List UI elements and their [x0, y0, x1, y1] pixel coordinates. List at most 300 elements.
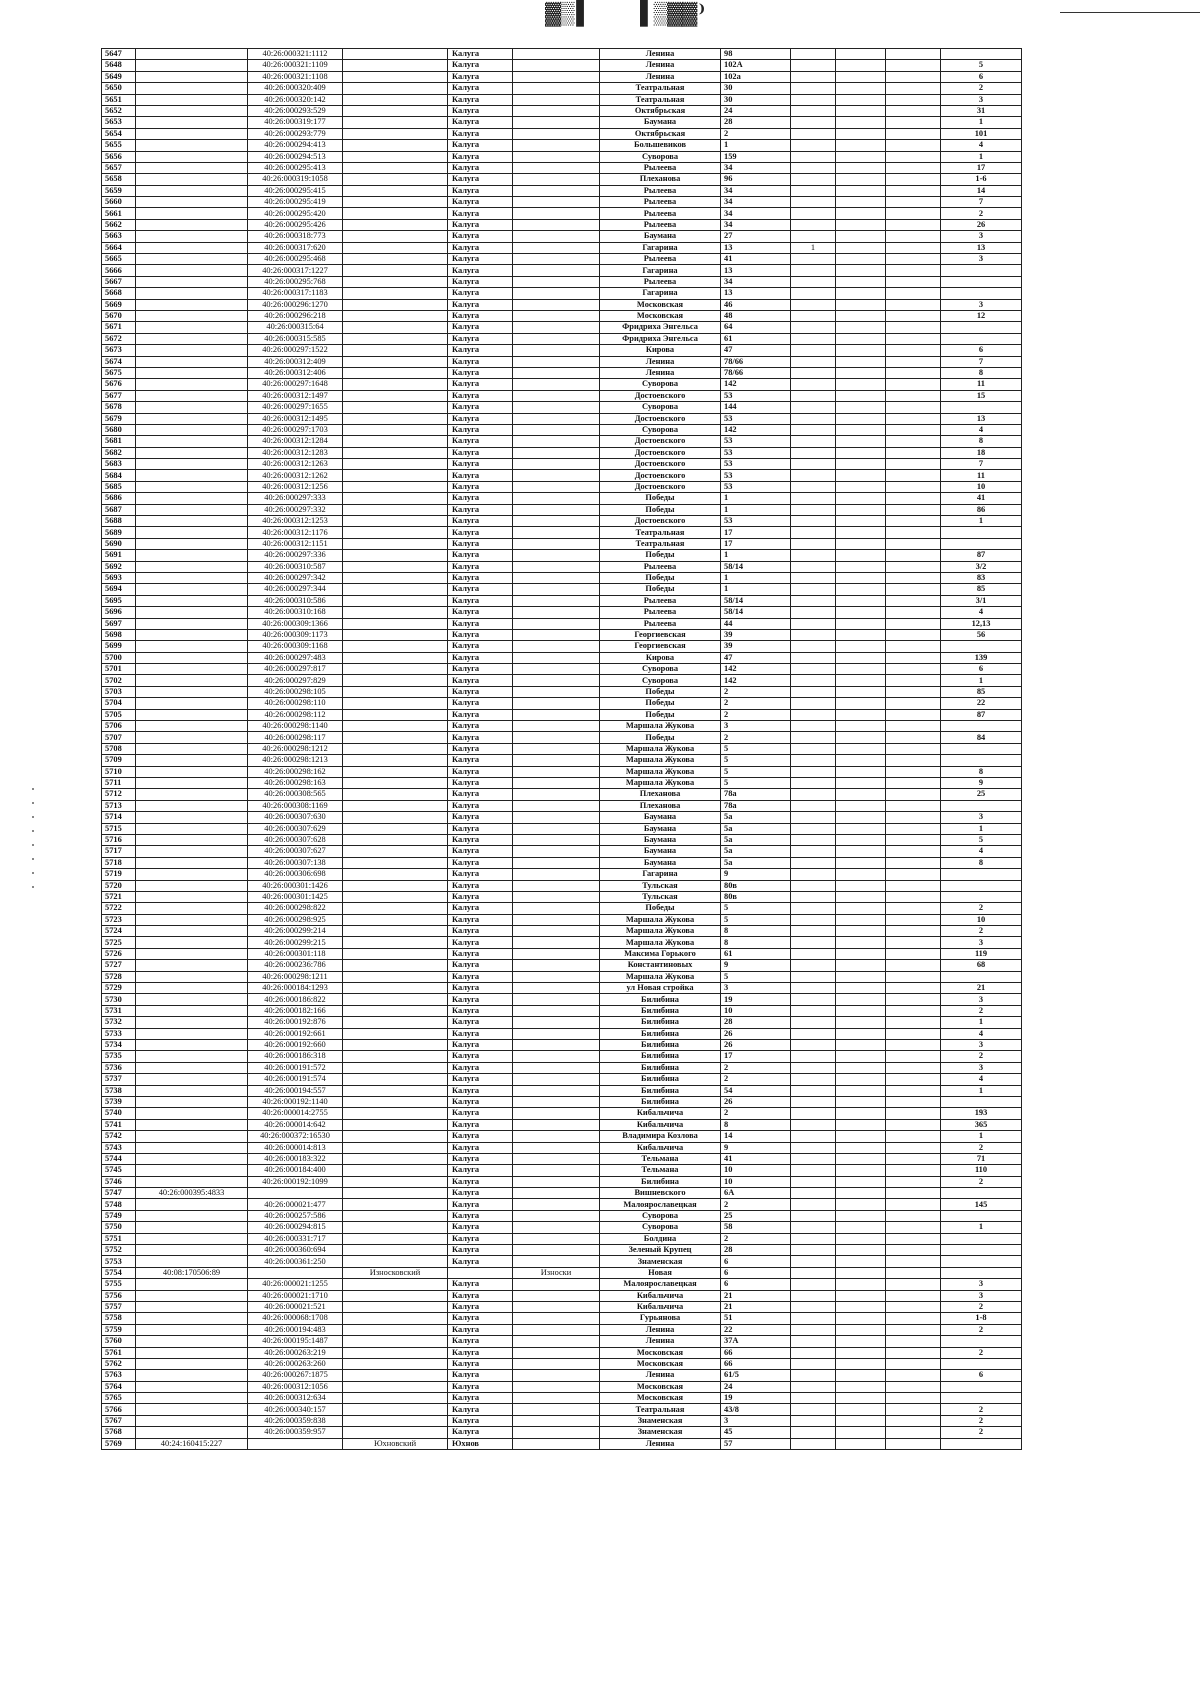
- cell-house-number: 1: [721, 504, 791, 515]
- cell-street: Достоевского: [600, 516, 721, 527]
- cell-letter: [886, 1199, 941, 1210]
- cell-house-number: 58/14: [721, 595, 791, 606]
- cell-row-number: 5680: [102, 424, 136, 435]
- cell-letter: [886, 1233, 941, 1244]
- cell-district: [343, 1074, 448, 1085]
- cell-cadastral-number-land: [136, 254, 248, 265]
- cell-letter: [886, 276, 941, 287]
- cell-settlement: [513, 1108, 600, 1119]
- cell-apartment: 139: [941, 652, 1022, 663]
- cell-cadastral-number-land: [136, 242, 248, 253]
- cell-settlement: [513, 1370, 600, 1381]
- cell-building: [791, 1393, 836, 1404]
- cell-city: Калуга: [448, 151, 513, 162]
- cell-city: Калуга: [448, 675, 513, 686]
- cell-settlement: [513, 891, 600, 902]
- cell-cadastral-number-land: [136, 538, 248, 549]
- cell-cadastral-number: 40:26:000320:142: [248, 94, 343, 105]
- cell-house-number: 5: [721, 766, 791, 777]
- cell-building: [791, 1438, 836, 1449]
- cell-apartment: 1: [941, 675, 1022, 686]
- cell-apartment: 8: [941, 436, 1022, 447]
- cell-letter: [886, 1381, 941, 1392]
- cell-district: [343, 208, 448, 219]
- cell-city: Калуга: [448, 105, 513, 116]
- cell-letter: [886, 891, 941, 902]
- cell-house-number: 26: [721, 1096, 791, 1107]
- cell-row-number: 5721: [102, 891, 136, 902]
- cell-cadastral-number-land: [136, 641, 248, 652]
- cell-cadastral-number-land: [136, 1290, 248, 1301]
- cell-house-number: 78а: [721, 789, 791, 800]
- cell-district: [343, 504, 448, 515]
- cell-row-number: 5696: [102, 607, 136, 618]
- table-row: [102, 1131, 1022, 1142]
- cell-row-number: 5743: [102, 1142, 136, 1153]
- cell-cadastral-number: 40:26:000186:822: [248, 994, 343, 1005]
- cell-corpus: [836, 1336, 886, 1347]
- cell-street: Суворова: [600, 402, 721, 413]
- cell-house-number: 19: [721, 994, 791, 1005]
- cell-house-number: 46: [721, 299, 791, 310]
- cell-street: Маршала Жукова: [600, 778, 721, 789]
- cell-corpus: [836, 504, 886, 515]
- cell-district: [343, 971, 448, 982]
- cell-cadastral-number-land: [136, 1324, 248, 1335]
- table-row: [102, 834, 1022, 845]
- cell-corpus: [836, 1142, 886, 1153]
- cell-cadastral-number: 40:26:000014:642: [248, 1119, 343, 1130]
- cell-house-number: 5а: [721, 812, 791, 823]
- cell-district: [343, 1427, 448, 1438]
- cell-district: [343, 1039, 448, 1050]
- cell-cadastral-number: 40:26:000307:630: [248, 812, 343, 823]
- table-row: [102, 345, 1022, 356]
- cell-cadastral-number-land: [136, 664, 248, 675]
- cell-cadastral-number: 40:26:000297:1648: [248, 379, 343, 390]
- cell-cadastral-number: 40:26:000068:1708: [248, 1313, 343, 1324]
- cell-apartment: [941, 1393, 1022, 1404]
- cell-settlement: [513, 538, 600, 549]
- cell-district: [343, 367, 448, 378]
- cell-apartment: [941, 1358, 1022, 1369]
- cell-settlement: [513, 607, 600, 618]
- cell-district: [343, 322, 448, 333]
- cell-letter: [886, 481, 941, 492]
- cell-street: Рылеева: [600, 185, 721, 196]
- cell-district: [343, 721, 448, 732]
- cell-building: [791, 1404, 836, 1415]
- cell-cadastral-number-land: [136, 402, 248, 413]
- table-row: [102, 1153, 1022, 1164]
- cell-apartment: 11: [941, 379, 1022, 390]
- cell-house-number: 19: [721, 1393, 791, 1404]
- cell-cadastral-number: 40:26:000192:1140: [248, 1096, 343, 1107]
- cell-street: Билибина: [600, 1051, 721, 1062]
- cell-settlement: [513, 1256, 600, 1267]
- cell-house-number: 2: [721, 1108, 791, 1119]
- cell-building: 1: [791, 242, 836, 253]
- cell-corpus: [836, 1267, 886, 1278]
- cell-house-number: 14: [721, 1131, 791, 1142]
- cell-building: [791, 1381, 836, 1392]
- cell-district: [343, 914, 448, 925]
- cell-corpus: [836, 322, 886, 333]
- cell-cadastral-number: 40:26:000297:344: [248, 584, 343, 595]
- cell-settlement: [513, 1119, 600, 1130]
- cell-apartment: 101: [941, 128, 1022, 139]
- cell-settlement: [513, 948, 600, 959]
- cell-city: Калуга: [448, 481, 513, 492]
- cell-row-number: 5708: [102, 743, 136, 754]
- cell-cadastral-number: 40:26:000315:64: [248, 322, 343, 333]
- table-row: [102, 1062, 1022, 1073]
- cell-corpus: [836, 550, 886, 561]
- cell-apartment: 4: [941, 140, 1022, 151]
- table-row: [102, 1415, 1022, 1426]
- cell-letter: [886, 550, 941, 561]
- cell-street: Достоевского: [600, 481, 721, 492]
- cell-cadastral-number-land: [136, 983, 248, 994]
- table-row: [102, 983, 1022, 994]
- cell-city: Калуга: [448, 470, 513, 481]
- cell-corpus: [836, 345, 886, 356]
- cell-cadastral-number: 40:26:000361:250: [248, 1256, 343, 1267]
- cell-building: [791, 1245, 836, 1256]
- cell-street: Победы: [600, 732, 721, 743]
- table-row: [102, 140, 1022, 151]
- cell-letter: [886, 800, 941, 811]
- cell-apartment: [941, 1096, 1022, 1107]
- cell-building: [791, 664, 836, 675]
- cell-house-number: 27: [721, 231, 791, 242]
- table-row: [102, 766, 1022, 777]
- cell-row-number: 5735: [102, 1051, 136, 1062]
- cell-building: [791, 1233, 836, 1244]
- cell-apartment: 6: [941, 664, 1022, 675]
- cell-cadastral-number-land: [136, 903, 248, 914]
- cell-building: [791, 812, 836, 823]
- cell-row-number: 5669: [102, 299, 136, 310]
- cell-row-number: 5701: [102, 664, 136, 675]
- cell-city: Калуга: [448, 641, 513, 652]
- cell-apartment: 4: [941, 607, 1022, 618]
- register-table: [101, 48, 1022, 1450]
- cell-district: [343, 1028, 448, 1039]
- cell-cadastral-number: 40:26:000184:1293: [248, 983, 343, 994]
- cell-house-number: 45: [721, 1427, 791, 1438]
- cell-city: Калуга: [448, 140, 513, 151]
- cell-apartment: 2: [941, 926, 1022, 937]
- cell-district: [343, 299, 448, 310]
- cell-cadastral-number: 40:26:000194:483: [248, 1324, 343, 1335]
- cell-corpus: [836, 424, 886, 435]
- cell-house-number: 53: [721, 436, 791, 447]
- cell-city: Калуга: [448, 60, 513, 71]
- cell-street: Ленина: [600, 60, 721, 71]
- cell-row-number: 5725: [102, 937, 136, 948]
- cell-row-number: 5722: [102, 903, 136, 914]
- table-row: [102, 1245, 1022, 1256]
- table-row: [102, 413, 1022, 424]
- cell-district: [343, 527, 448, 538]
- cell-apartment: 83: [941, 572, 1022, 583]
- table-row: [102, 117, 1022, 128]
- table-row: [102, 572, 1022, 583]
- cell-settlement: [513, 812, 600, 823]
- cell-settlement: [513, 743, 600, 754]
- cell-house-number: 2: [721, 698, 791, 709]
- cell-city: Калуга: [448, 1142, 513, 1153]
- cell-corpus: [836, 1290, 886, 1301]
- cell-cadastral-number: 40:26:000312:1262: [248, 470, 343, 481]
- cell-cadastral-number: 40:26:000310:168: [248, 607, 343, 618]
- cell-letter: [886, 686, 941, 697]
- cell-district: [343, 1119, 448, 1130]
- cell-row-number: 5659: [102, 185, 136, 196]
- cell-letter: [886, 1096, 941, 1107]
- cell-building: [791, 755, 836, 766]
- cell-house-number: 5: [721, 903, 791, 914]
- cell-corpus: [836, 276, 886, 287]
- table-row: [102, 1324, 1022, 1335]
- cell-cadastral-number: 40:26:000191:572: [248, 1062, 343, 1073]
- cell-settlement: [513, 1415, 600, 1426]
- cell-house-number: 1: [721, 572, 791, 583]
- cell-city: Калуга: [448, 83, 513, 94]
- table-row: [102, 424, 1022, 435]
- cell-district: [343, 834, 448, 845]
- cell-city: Калуга: [448, 1381, 513, 1392]
- cell-cadastral-number-land: [136, 1005, 248, 1016]
- cell-settlement: [513, 1005, 600, 1016]
- cell-building: [791, 197, 836, 208]
- cell-cadastral-number: 40:26:000263:219: [248, 1347, 343, 1358]
- cell-apartment: 3/1: [941, 595, 1022, 606]
- cell-building: [791, 914, 836, 925]
- cell-cadastral-number-land: [136, 424, 248, 435]
- cell-letter: [886, 1301, 941, 1312]
- cell-letter: [886, 629, 941, 640]
- cell-street: Рылеева: [600, 561, 721, 572]
- cell-district: [343, 891, 448, 902]
- cell-cadastral-number-land: [136, 265, 248, 276]
- cell-city: Калуга: [448, 846, 513, 857]
- cell-cadastral-number-land: [136, 971, 248, 982]
- cell-street: Суворова: [600, 424, 721, 435]
- cell-letter: [886, 1085, 941, 1096]
- table-row: [102, 914, 1022, 925]
- cell-house-number: 53: [721, 390, 791, 401]
- cell-cadastral-number: 40:26:000301:1426: [248, 880, 343, 891]
- cell-cadastral-number-land: [136, 1085, 248, 1096]
- cell-building: [791, 276, 836, 287]
- cell-cadastral-number: 40:26:000319:1058: [248, 174, 343, 185]
- table-row: [102, 367, 1022, 378]
- cell-cadastral-number-land: [136, 1256, 248, 1267]
- cell-house-number: 34: [721, 197, 791, 208]
- cell-city: Калуга: [448, 948, 513, 959]
- cell-building: [791, 823, 836, 834]
- table-row: [102, 618, 1022, 629]
- cell-cadastral-number: 40:26:000312:1495: [248, 413, 343, 424]
- cell-corpus: [836, 641, 886, 652]
- table-row: [102, 379, 1022, 390]
- table-row: [102, 1279, 1022, 1290]
- cell-building: [791, 390, 836, 401]
- cell-cadastral-number: 40:26:000236:786: [248, 960, 343, 971]
- cell-row-number: 5714: [102, 812, 136, 823]
- cell-cadastral-number: 40:26:000372:16530: [248, 1131, 343, 1142]
- cell-apartment: 11: [941, 470, 1022, 481]
- cell-letter: [886, 504, 941, 515]
- cell-street: Плеханова: [600, 789, 721, 800]
- table-row: [102, 1051, 1022, 1062]
- cell-district: [343, 1085, 448, 1096]
- cell-letter: [886, 162, 941, 173]
- cell-cadastral-number-land: [136, 561, 248, 572]
- cell-building: [791, 789, 836, 800]
- cell-cadastral-number: 40:26:000295:415: [248, 185, 343, 196]
- cell-settlement: [513, 242, 600, 253]
- cell-street: Суворова: [600, 151, 721, 162]
- table-row: [102, 1222, 1022, 1233]
- table-row: [102, 1108, 1022, 1119]
- cell-settlement: [513, 550, 600, 561]
- cell-apartment: 1-6: [941, 174, 1022, 185]
- cell-settlement: [513, 652, 600, 663]
- cell-house-number: 3: [721, 721, 791, 732]
- cell-building: [791, 618, 836, 629]
- cell-row-number: 5751: [102, 1233, 136, 1244]
- cell-settlement: [513, 356, 600, 367]
- table-row: [102, 390, 1022, 401]
- cell-district: [343, 242, 448, 253]
- cell-corpus: [836, 265, 886, 276]
- cell-street: Ленина: [600, 71, 721, 82]
- cell-letter: [886, 1039, 941, 1050]
- cell-cadastral-number-land: [136, 1370, 248, 1381]
- cell-cadastral-number-land: [136, 1381, 248, 1392]
- cell-corpus: [836, 288, 886, 299]
- cell-cadastral-number: 40:26:000310:587: [248, 561, 343, 572]
- cell-street: Маршала Жукова: [600, 743, 721, 754]
- cell-cadastral-number: 40:26:000318:773: [248, 231, 343, 242]
- cell-row-number: 5675: [102, 367, 136, 378]
- cell-letter: [886, 857, 941, 868]
- cell-district: [343, 926, 448, 937]
- cell-row-number: 5690: [102, 538, 136, 549]
- cell-street: Рылеева: [600, 618, 721, 629]
- cell-row-number: 5694: [102, 584, 136, 595]
- cell-cadastral-number: 40:26:000298:163: [248, 778, 343, 789]
- cell-house-number: 21: [721, 1290, 791, 1301]
- cell-district: [343, 1131, 448, 1142]
- cell-street: Маршала Жукова: [600, 766, 721, 777]
- cell-building: [791, 447, 836, 458]
- cell-house-number: 78/66: [721, 367, 791, 378]
- table-row: [102, 1017, 1022, 1028]
- cell-row-number: 5682: [102, 447, 136, 458]
- cell-district: [343, 1393, 448, 1404]
- cell-apartment: 26: [941, 219, 1022, 230]
- cell-apartment: 1: [941, 151, 1022, 162]
- table-row: [102, 561, 1022, 572]
- cell-settlement: [513, 231, 600, 242]
- cell-letter: [886, 584, 941, 595]
- cell-building: [791, 1301, 836, 1312]
- cell-street: Суворова: [600, 379, 721, 390]
- table-row: [102, 402, 1022, 413]
- cell-letter: [886, 105, 941, 116]
- cell-city: Калуга: [448, 994, 513, 1005]
- cell-cadastral-number: 40:26:000308:565: [248, 789, 343, 800]
- cell-cadastral-number: 40:26:000298:105: [248, 686, 343, 697]
- cell-city: Калуга: [448, 379, 513, 390]
- cell-cadastral-number: 40:26:000321:1112: [248, 49, 343, 60]
- cell-letter: [886, 1393, 941, 1404]
- cell-building: [791, 1028, 836, 1039]
- cell-letter: [886, 151, 941, 162]
- cell-corpus: [836, 1199, 886, 1210]
- cell-letter: [886, 527, 941, 538]
- cell-cadastral-number: 40:26:000298:1211: [248, 971, 343, 982]
- cell-apartment: 6: [941, 1370, 1022, 1381]
- cell-letter: [886, 1005, 941, 1016]
- cell-house-number: 9: [721, 1142, 791, 1153]
- table-row: [102, 584, 1022, 595]
- cell-cadastral-number-land: [136, 937, 248, 948]
- cell-cadastral-number-land: [136, 1165, 248, 1176]
- cell-corpus: [836, 1370, 886, 1381]
- cell-building: [791, 140, 836, 151]
- cell-corpus: [836, 1051, 886, 1062]
- cell-row-number: 5738: [102, 1085, 136, 1096]
- cell-cadastral-number: 40:26:000293:779: [248, 128, 343, 139]
- cell-cadastral-number: 40:26:000359:957: [248, 1427, 343, 1438]
- cell-cadastral-number: 40:26:000021:521: [248, 1301, 343, 1312]
- cell-street: Плеханова: [600, 800, 721, 811]
- cell-cadastral-number: 40:26:000298:162: [248, 766, 343, 777]
- cell-district: [343, 1142, 448, 1153]
- cell-cadastral-number: 40:26:000312:1263: [248, 459, 343, 470]
- cell-apartment: [941, 869, 1022, 880]
- cell-corpus: [836, 595, 886, 606]
- cell-building: [791, 1017, 836, 1028]
- cell-city: Калуга: [448, 219, 513, 230]
- cell-corpus: [836, 94, 886, 105]
- cell-row-number: 5693: [102, 572, 136, 583]
- table-row: [102, 652, 1022, 663]
- cell-city: Калуга: [448, 276, 513, 287]
- cell-corpus: [836, 834, 886, 845]
- cell-letter: [886, 1313, 941, 1324]
- cell-row-number: 5673: [102, 345, 136, 356]
- cell-row-number: 5703: [102, 686, 136, 697]
- cell-city: Калуга: [448, 185, 513, 196]
- cell-house-number: 6А: [721, 1188, 791, 1199]
- cell-district: [343, 641, 448, 652]
- cell-street: Победы: [600, 572, 721, 583]
- cell-apartment: 4: [941, 846, 1022, 857]
- cell-apartment: [941, 1381, 1022, 1392]
- cell-apartment: [941, 265, 1022, 276]
- cell-city: Калуга: [448, 1165, 513, 1176]
- cell-row-number: 5671: [102, 322, 136, 333]
- cell-street: Суворова: [600, 1222, 721, 1233]
- cell-district: [343, 629, 448, 640]
- cell-district: [343, 1153, 448, 1164]
